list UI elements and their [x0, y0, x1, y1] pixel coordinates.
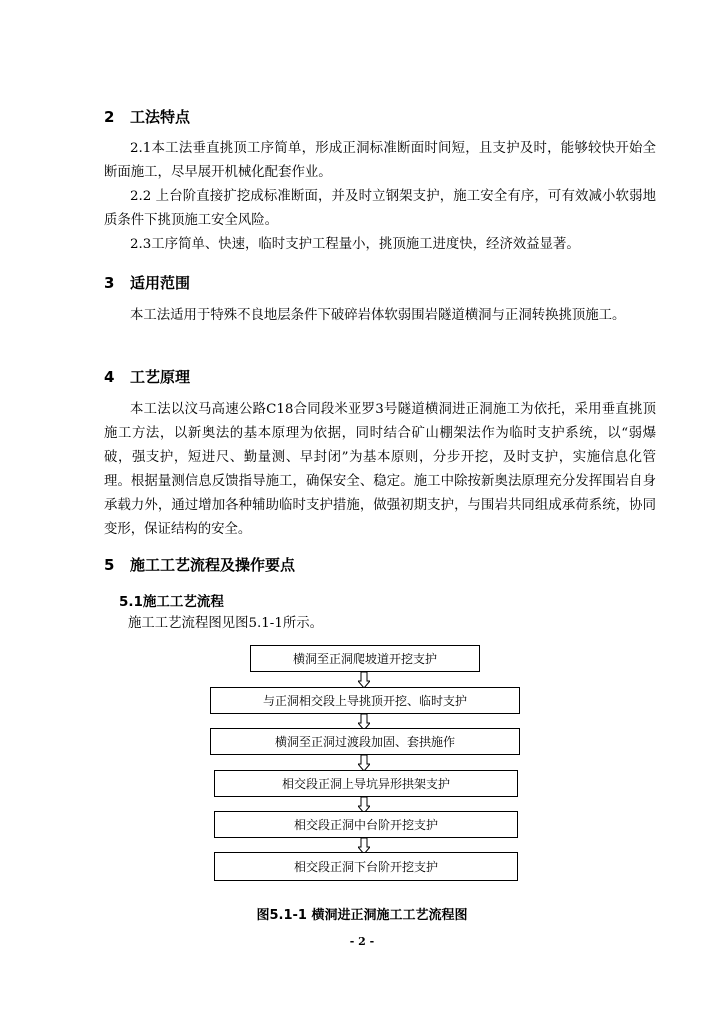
section-number: 4 — [104, 368, 115, 386]
section-number: 3 — [104, 274, 115, 292]
section-heading-3 — [104, 272, 190, 293]
section-title: 适用范围 — [130, 274, 191, 292]
flow-step-4: 相交段正洞上导坑异形拱架支护 — [214, 770, 518, 797]
paragraph-2-1: 2.1本工法垂直挑顶工序简单，形成正洞标准断面时间短，且支护及时，能够较快开始全断面施工，尽早展开机械化配套作业。 — [104, 141, 656, 180]
page-number: - 2 - — [349, 935, 375, 948]
flow-step-1: 横洞至正洞爬坡道开挖支护 — [250, 645, 480, 672]
section-title: 工法特点 — [130, 108, 191, 126]
paragraph-2-3: 2.3工序简单、快速，临时支护工程量小，挑顶施工进度快，经济效益显著。 — [130, 237, 580, 252]
flowchart-intro: 施工工艺流程图见图5.1-1所示。 — [128, 616, 324, 631]
flow-step-5: 相交段正洞中台阶开挖支护 — [214, 811, 518, 838]
section-heading-4 — [104, 366, 190, 387]
flow-step-3: 横洞至正洞过渡段加固、套拱施作 — [210, 728, 520, 755]
subsection-5-1-title: 5.1施工工艺流程 — [119, 594, 224, 610]
paragraph-3: 本工法适用于特殊不良地层条件下破碎岩体软弱围岩隧道横洞与正洞转换挑顶施工。 — [130, 308, 626, 323]
section-number: 5 — [104, 556, 115, 574]
paragraph-4: 本工法以汶马高速公路C18合同段米亚罗3号隧道横洞进正洞施工为依托，采用垂直挑顶施工方法，以新奥法的基本原理为依据，同时结合矿山棚架法作为临时支护系统，以“弱爆破，强支护，短进尺、勤量测、早封闭”为基本原则，分步开挖，及时支护，实施信息化管理。根据量测信息反馈指导施工，确保安全、稳定。施工中除按新奥法原理充分发挥围岩自身承载力外，通过增加各种辅助临时支护措施，做强初期支护，与围岩共同组成承荷系统，协同变形，保证结构的安全。 — [104, 402, 656, 537]
section-title: 施工工艺流程及操作要点 — [130, 556, 296, 574]
paragraph-2-2: 2.2 上台阶直接扩挖成标准断面，并及时立钢架支护，施工安全有序，可有效减小软弱地质条件下挑顶施工安全风险。 — [104, 189, 656, 228]
flow-step-6: 相交段正洞下台阶开挖支护 — [214, 852, 518, 881]
section-heading-2 — [104, 106, 190, 127]
section-number: 2 — [104, 108, 115, 126]
figure-caption: 图5.1-1 横洞进正洞施工工艺流程图 — [256, 908, 468, 923]
flow-step-2: 与正洞相交段上导挑顶开挖、临时支护 — [210, 687, 520, 714]
section-heading-5 — [104, 554, 295, 575]
section-title: 工艺原理 — [130, 368, 191, 386]
